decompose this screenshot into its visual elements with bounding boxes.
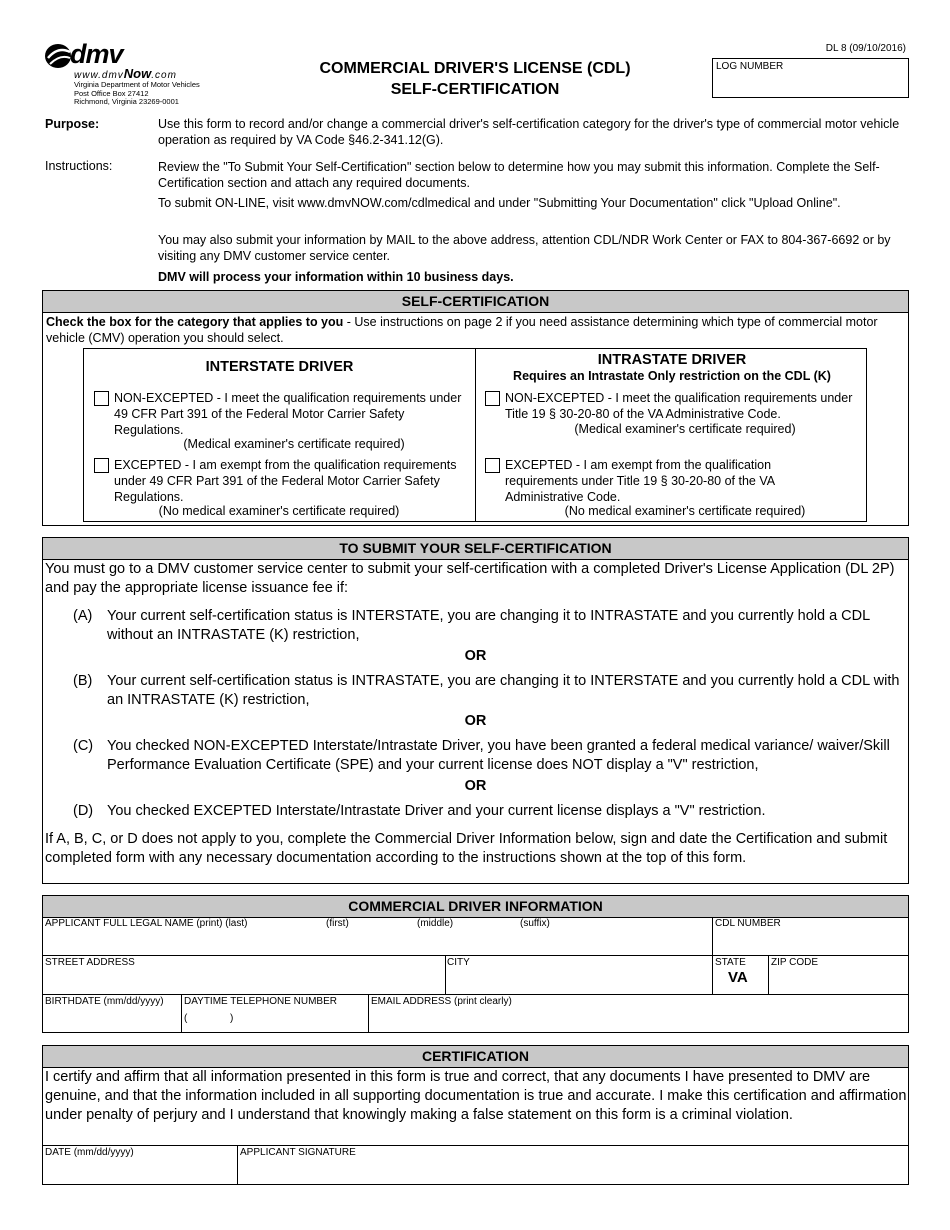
email-label: EMAIL ADDRESS (print clearly) xyxy=(371,996,512,1007)
option-c-label: (C) xyxy=(73,738,94,754)
full-name-field[interactable] xyxy=(43,918,712,956)
birthdate-label: BIRTHDATE (mm/dd/yyyy) xyxy=(45,996,164,1007)
state-field[interactable] xyxy=(713,956,767,994)
self-certification-heading: SELF-CERTIFICATION xyxy=(43,291,908,313)
interstate-nonexcepted-text: NON-EXCEPTED - I meet the qualification requirements under 49 CFR Part 391 of the Federal Motor Carrier Safety Regulations. xyxy=(114,391,462,437)
logo-url-suffix: .com xyxy=(151,70,177,81)
name-suffix-label: (suffix) xyxy=(520,918,550,929)
date-field[interactable] xyxy=(43,1146,236,1184)
phone-close-paren: ) xyxy=(230,1013,234,1024)
logo-url xyxy=(74,66,177,81)
intrastate-excepted-text: EXCEPTED - I am exempt from the qualification requirements under Title 19 § 30-20-80 of the VA Administrative Code. xyxy=(505,458,775,504)
driver-info-heading: COMMERCIAL DRIVER INFORMATION xyxy=(43,896,908,918)
logo-url-prefix: www.dmv xyxy=(74,70,124,81)
city-label: CITY xyxy=(447,957,470,968)
option-a-label: (A) xyxy=(73,608,93,624)
option-c-text: You checked NON-EXCEPTED Interstate/Intrastate Driver, you have been granted a federal medical variance/ waiver/Skill Performance Evaluation Certificate (SPE) and your current license does NOT display a "V" restriction, xyxy=(107,738,890,773)
zip-code-label: ZIP CODE xyxy=(771,957,819,968)
street-address-label: STREET ADDRESS xyxy=(45,957,135,968)
option-a-text: Your current self-certification status is INTERSTATE, you are changing it to INTRASTATE and you currently hold a CDL without an INTRASTATE (K) restriction, xyxy=(107,608,870,643)
self-certification-lead xyxy=(43,313,888,347)
state-label: STATE xyxy=(715,957,746,968)
phone-label: DAYTIME TELEPHONE NUMBER xyxy=(184,996,337,1007)
instruction-3: You may also submit your information by MAIL to the above address, attention CDL/NDR Work Center or FAX to 804-367-6692 or by visiting any DMV customer service center. xyxy=(158,233,891,263)
agency-name: Virginia Department of Motor Vehicles xyxy=(74,80,200,89)
interstate-excepted-text: EXCEPTED - I am exempt from the qualification requirements under 49 CFR Part 391 of the Federal Motor Carrier Safety Regulations. xyxy=(114,458,457,504)
purpose-text: Use this form to record and/or change a commercial driver's self-certification category for the driver's type of commercial motor vehicle operation as required by VA Code §46.2-341.12(G). xyxy=(158,117,900,147)
intrastate-excepted-note: (No medical examiner's certificate required) xyxy=(564,504,806,518)
option-b-text: Your current self-certification status is INTRASTATE, you are changing it to INTERSTATE and you currently hold a CDL with an INTRASTATE (K) restriction, xyxy=(107,673,900,708)
date-label: DATE (mm/dd/yyyy) xyxy=(45,1147,134,1158)
driver-type-table xyxy=(83,348,867,522)
or-divider-3: OR xyxy=(464,778,487,794)
interstate-nonexcepted-note: (Medical examiner's certificate required) xyxy=(183,437,405,451)
certification-text: I certify and affirm that all information presented in this form is true and correct, that any documents I have presented to DMV are genuine, and that the information included in all supporting documentation is true and accurate. I make this certification and affirmation under penalty of perjury and I understand that knowingly making a false statement on this form is a criminal violation. xyxy=(45,1069,907,1123)
cdl-number-label: CDL NUMBER xyxy=(715,918,781,929)
agency-address xyxy=(74,81,200,107)
submit-lead: You must go to a DMV customer service center to submit your self-certification with a completed Driver's License Application (DL 2P) and pay the appropriate license issuance fee if: xyxy=(45,561,895,596)
log-number-field[interactable] xyxy=(712,58,909,98)
or-divider-1: OR xyxy=(464,648,487,664)
instruction-1: Review the "To Submit Your Self-Certification" section below to determine how you may submit this information. Complete the Self-Certification section and attach any required documents. xyxy=(158,160,880,190)
cdl-number-field[interactable] xyxy=(713,918,908,956)
option-b-label: (B) xyxy=(73,673,93,689)
interstate-nonexcepted-checkbox[interactable] xyxy=(94,391,109,406)
agency-city: Richmond, Virginia 23269-0001 xyxy=(74,97,179,106)
name-middle-label: (middle) xyxy=(417,918,454,929)
instructions-label: Instructions: xyxy=(45,159,113,173)
interstate-excepted-note: (No medical examiner's certificate required) xyxy=(158,504,400,518)
lead-bold: Check the box for the category that applies to you xyxy=(46,315,344,329)
instruction-4: DMV will process your information within 10 business days. xyxy=(158,270,514,284)
lead-rest: - Use instructions on page 2 if you need assistance determining which type of commercial motor vehicle (CMV) operation you should select. xyxy=(46,315,878,345)
or-divider-2: OR xyxy=(464,713,487,729)
submit-closing: If A, B, C, or D does not apply to you, complete the Commercial Driver Information below, sign and date the Certification and submit completed form with any necessary documentation according to the instructions shown at the top of this form. xyxy=(45,831,888,866)
option-d-text: You checked EXCEPTED Interstate/Intrastate Driver and your current license displays a "V" restriction. xyxy=(107,803,766,819)
name-last-label: APPLICANT FULL LEGAL NAME (print) (last) xyxy=(45,918,248,929)
intrastate-nonexcepted-text: NON-EXCEPTED - I meet the qualification requirements under Title 19 § 30-20-80 of the VA Administrative Code. xyxy=(505,391,853,421)
certification-heading: CERTIFICATION xyxy=(43,1046,908,1068)
intrastate-title: INTRASTATE DRIVER xyxy=(597,352,747,368)
signature-label: APPLICANT SIGNATURE xyxy=(240,1147,356,1158)
intrastate-nonexcepted-checkbox[interactable] xyxy=(485,391,500,406)
intrastate-subtitle: Requires an Intrastate Only restriction on the CDL (K) xyxy=(513,369,831,383)
birthdate-field[interactable] xyxy=(43,995,180,1032)
title-line-2: SELF-CERTIFICATION xyxy=(390,81,560,98)
name-first-label: (first) xyxy=(326,918,349,929)
form-title xyxy=(250,58,700,100)
email-field[interactable] xyxy=(369,995,908,1032)
title-line-1: COMMERCIAL DRIVER'S LICENSE (CDL) xyxy=(319,60,631,77)
agency-po-box: Post Office Box 27412 xyxy=(74,88,149,98)
instruction-2: To submit ON-LINE, visit www.dmvNOW.com/cdlmedical and under "Submitting Your Documentation" click "Upload Online". xyxy=(158,196,841,210)
purpose-label: Purpose: xyxy=(45,117,100,131)
state-value: VA xyxy=(728,969,748,986)
option-d-label: (D) xyxy=(73,803,94,819)
street-address-field[interactable] xyxy=(43,956,444,994)
log-number-label: LOG NUMBER xyxy=(716,61,784,72)
interstate-title: INTERSTATE DRIVER xyxy=(205,359,354,375)
intrastate-nonexcepted-note: (Medical examiner's certificate required) xyxy=(574,422,796,436)
interstate-excepted-checkbox[interactable] xyxy=(94,458,109,473)
zip-code-field[interactable] xyxy=(769,956,908,994)
phone-field[interactable] xyxy=(182,995,367,1032)
logo-url-now: Now xyxy=(123,66,152,81)
signature-field[interactable] xyxy=(238,1146,908,1184)
logo-wordmark: dmv xyxy=(70,39,123,69)
phone-open-paren: ( xyxy=(184,1013,188,1024)
city-field[interactable] xyxy=(445,956,711,994)
intrastate-excepted-checkbox[interactable] xyxy=(485,458,500,473)
submit-heading: TO SUBMIT YOUR SELF-CERTIFICATION xyxy=(43,538,908,560)
form-number: DL 8 (09/10/2016) xyxy=(825,43,906,54)
